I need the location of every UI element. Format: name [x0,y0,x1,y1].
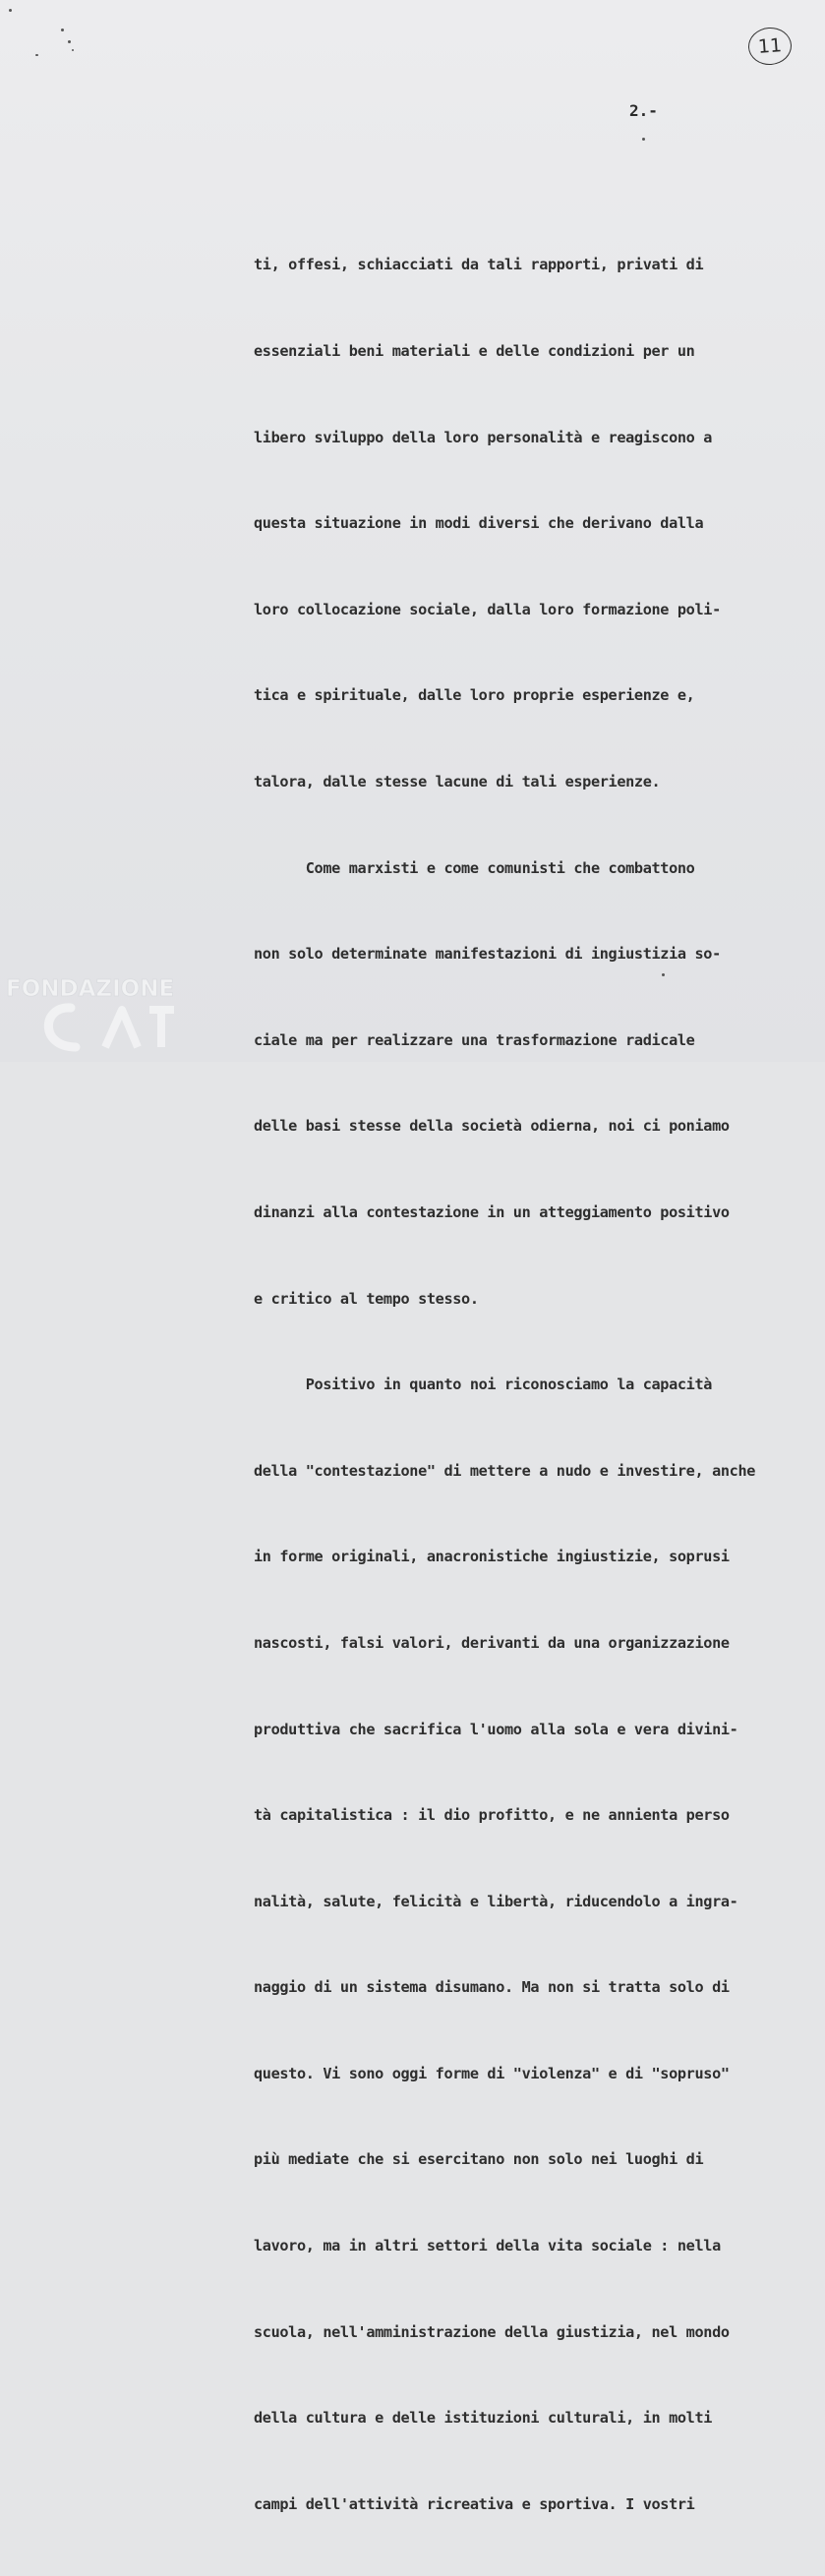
text-line: essenziali beni materiali e delle condizioni per un [254,342,695,360]
watermark-letter-c [48,1008,76,1047]
archive-folio-number [747,27,794,67]
text-line: libero sviluppo della loro personalità e reagiscono a [254,428,713,446]
paper-speck [68,40,71,43]
text-line: ciale ma per realizzare una trasformazione radicale [254,1030,695,1049]
paper-speck [9,9,12,12]
paper-speck [61,29,64,31]
text-line: e critico al tempo stesso. [254,1289,479,1308]
text-line: scuola, nell'amministrazione della giustizia, nel mondo [254,2322,730,2341]
text-line: produttiva che sacrifica l'uomo alla sola e vera divini- [254,1720,738,1738]
text-line: nascosti, falsi valori, derivanti da una organizzazione [254,1633,730,1652]
text-line: loro collocazione sociale, dalla loro formazione poli- [254,600,721,618]
paper-speck [35,54,38,56]
typewritten-body [254,194,819,2576]
text-line: dinanzi alla contestazione in un atteggiamento positivo [254,1202,730,1221]
text-line: nalità, salute, felicità e libertà, riducendolo a ingra- [254,1892,738,1910]
text-line: tica e spirituale, dalle loro proprie esperienze e, [254,686,695,705]
folio-number-text: 11 [757,34,783,58]
text-line: talora, dalle stesse lacune di tali esperienze. [254,772,661,790]
text-line: più mediate che si esercitano non solo nei luoghi di [254,2150,704,2169]
text-line: non solo determinate manifestazioni di ingiustizia so- [254,945,721,964]
text-line: questa situazione in modi diversi che derivano dalla [254,514,704,533]
text-line: Positivo in quanto noi riconosciamo la capacità [254,1376,713,1394]
watermark-letter-a [105,1010,138,1047]
text-line: della "contestazione" di mettere a nudo e investire, anche [254,1461,756,1480]
paper-speck [72,49,74,51]
text-line: lavoro, ma in altri settori della vita sociale : nella [254,2237,721,2255]
text-line: ti, offesi, schiacciati da tali rapporti, privati di [254,256,704,274]
foundation-watermark-logo [2,968,208,1052]
paper-speck [642,138,645,141]
watermark-letter-t [149,1010,174,1047]
page-number: 2.- [629,101,658,120]
text-line: naggio di un sistema disumano. Ma non si tratta solo di [254,1978,730,1997]
text-line: della cultura e delle istituzioni culturali, in molti [254,2409,713,2428]
text-line: delle basi stesse della società odierna, noi ci poniamo [254,1117,730,1136]
text-line: campi dell'attività ricreativa e sportiva. I vostri [254,2494,695,2513]
text-line: questo. Vi sono oggi forme di "violenza" e di "sopruso" [254,2064,730,2082]
text-line: tà capitalistica : il dio profitto, e ne annienta perso [254,1806,730,1825]
watermark-text: FONDAZIONE [6,976,175,1002]
text-line: Come marxisti e come comunisti che combattono [254,858,695,877]
text-line: in forme originali, anacronistiche ingiustizie, soprusi [254,1548,730,1566]
